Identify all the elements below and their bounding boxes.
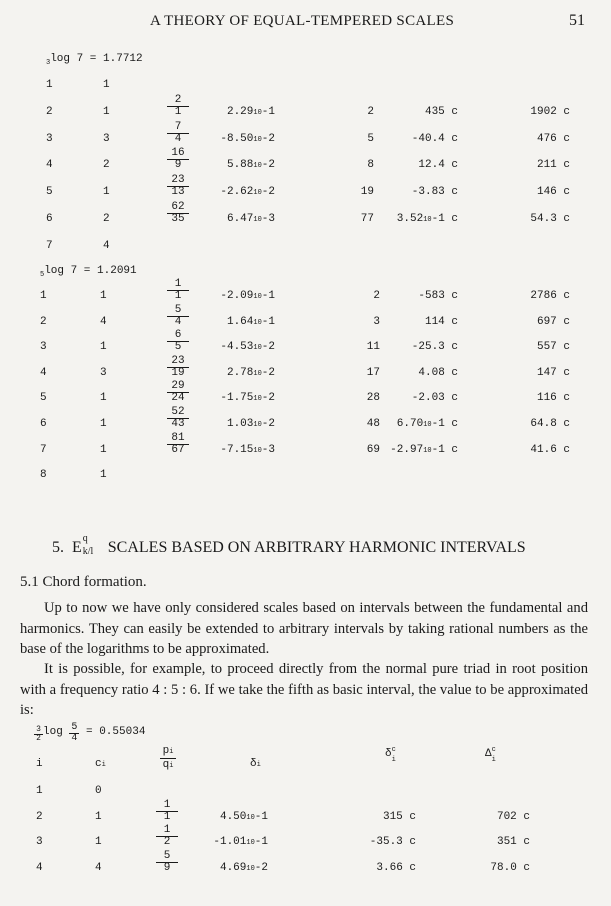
row-n: 5 [367,132,374,145]
row-n: 69 [366,443,380,456]
row-coefficient: 1 [103,105,110,118]
row-fraction: $\frac{1}{2}$ [156,825,178,848]
row-index: 6 [40,418,47,430]
row-n: 8 [367,159,374,172]
row-delta-cents: 12.4 c [418,159,458,172]
row-coefficient: 3 [100,366,107,379]
row-delta: 2.7810-2 [226,366,275,379]
row-index: 1 [36,785,43,797]
row-fraction: $\frac{23}{19}$ [167,356,189,379]
row-Delta-cents: 54.3 c [530,213,570,225]
row-delta: -2.0910-1 [220,290,275,302]
row-coefficient: 1 [100,392,107,405]
row-delta-cents: -2.03 c [411,392,458,405]
row-index: 1 [40,290,47,302]
row-index: 3 [46,132,53,145]
header-Delta-c: Δ c i [485,746,496,764]
row-delta-cents: 6.7010-1 c [396,418,458,430]
row-n: 11 [366,341,380,354]
row-coefficient: 1 [100,341,107,354]
header-delta: δi [250,758,261,770]
paragraph-1: Up to now we have only considered scales based on intervals between the fundamental and harmonics. They can easily be extended to arbitrary intervals by taking rational numbers as the base of the logarithms to be approximated. [20,600,588,657]
row-delta-cents: 3.5210-1 c [396,213,458,225]
row-Delta-cents: 2786 c [530,290,570,302]
row-index: 5 [40,392,47,405]
row-index: 2 [36,810,43,823]
row-Delta-cents: 1902 c [530,105,570,118]
row-delta: -8.5010-2 [220,132,275,145]
header-p-over-q: pi qi [160,745,176,772]
row-delta-cents: -3.83 c [411,186,458,199]
row-coefficient: 0 [95,785,102,797]
row-fraction: $\frac{6}{5}$ [167,330,189,353]
row-delta: -1.0110-1 [213,836,268,848]
row-n: 17 [366,366,380,379]
row-delta-cents: 435 c [424,105,458,118]
header-c: ci [95,758,106,770]
paragraph-2: It is possible, for example, to proceed directly from the normal pure triad in root position with a frequency ratio 4 : 5 : 6. If we take the fifth as basic interval, the value to be approximated is: [20,661,588,718]
row-Delta-cents: 211 c [536,159,570,172]
row-Delta-cents: 147 c [536,366,570,379]
row-fraction: $\frac{29}{24}$ [167,381,189,404]
row-index: 5 [46,186,53,199]
row-coefficient: 1 [103,79,110,91]
row-n: 77 [360,213,374,225]
row-delta: -7.1510-3 [220,443,275,456]
row-delta-cents: 315 c [382,810,416,823]
row-fraction: $\frac{5}{4}$ [167,305,189,328]
row-coefficient: 4 [103,239,110,252]
row-delta: 4.6910-2 [219,861,268,874]
row-delta-cents: 114 c [424,315,458,328]
row-coefficient: 1 [100,418,107,430]
row-coefficient: 2 [103,159,110,172]
row-Delta-cents: 557 c [536,341,570,354]
row-n: 19 [360,186,374,199]
row-index: 2 [46,105,53,118]
row-fraction: $\frac{23}{13}$ [167,175,189,198]
row-index: 8 [40,469,47,482]
section-number: 5. [52,539,64,556]
row-fraction: $\frac{16}{9}$ [167,148,189,171]
table1-formula: $_3$log 7 = 1.7712 [46,53,143,67]
header-delta-c: δ c i [385,746,396,764]
row-fraction: $\frac{7}{4}$ [167,122,189,145]
row-Delta-cents: 146 c [536,186,570,199]
row-delta-cents: 3.66 c [376,861,416,874]
row-Delta-cents: 702 c [496,810,530,823]
row-index: 3 [40,341,47,354]
header-i: i [36,758,43,770]
row-index: 4 [46,159,53,172]
row-fraction: $\frac{2}{1}$ [167,95,189,118]
row-coefficient: 4 [95,861,102,874]
row-delta: 4.5010-1 [219,810,268,823]
row-fraction: $\frac{1}{1}$ [167,279,189,302]
row-n: 28 [366,392,380,405]
section-symbol: E q k/l [72,533,94,557]
row-delta-cents: -25.3 c [411,341,458,354]
row-n: 2 [373,290,380,302]
row-index: 4 [36,861,43,874]
row-delta-cents: -2.9710-1 c [390,443,458,456]
table2-formula: $_5$log 7 = 1.2091 [40,265,137,279]
row-coefficient: 1 [100,443,107,456]
row-coefficient: 4 [100,315,107,328]
row-index: 1 [46,79,53,91]
row-Delta-cents: 41.6 c [530,443,570,456]
row-delta: 2.2910-1 [226,105,275,118]
table3-formula: $\frac{3}{2}$ log $\frac{5}{4}$ = 0.55034 [34,723,145,744]
row-Delta-cents: 476 c [536,132,570,145]
row-n: 3 [373,315,380,328]
row-coefficient: 3 [103,132,110,145]
row-fraction: $\frac{1}{1}$ [156,800,178,823]
row-delta: -2.6210-2 [220,186,275,199]
row-fraction: $\frac{62}{35}$ [167,202,189,225]
row-Delta-cents: 64.8 c [530,418,570,430]
row-coefficient: 1 [95,810,102,823]
subsection-heading: 5.1 Chord formation. [20,574,147,590]
row-delta: -4.5310-2 [220,341,275,354]
row-delta-cents: -583 c [418,290,458,302]
row-index: 7 [46,239,53,252]
row-index: 6 [46,213,53,225]
row-delta-cents: -40.4 c [411,132,458,145]
row-index: 3 [36,836,43,848]
row-coefficient: 1 [103,186,110,199]
row-delta: 5.8810-2 [226,159,275,172]
row-Delta-cents: 78.0 c [490,861,530,874]
row-delta: 1.6410-1 [226,315,275,328]
row-Delta-cents: 116 c [536,392,570,405]
row-coefficient: 1 [100,469,107,482]
row-coefficient: 1 [100,290,107,302]
section-title: SCALES BASED ON ARBITRARY HARMONIC INTERVALS [107,539,526,556]
row-coefficient: 2 [103,213,110,225]
row-delta: 6.4710-3 [226,213,275,225]
row-coefficient: 1 [95,836,102,848]
page-number: 51 [569,12,585,29]
row-fraction: $\frac{81}{67}$ [167,433,189,456]
row-delta-cents: 4.08 c [418,366,458,379]
row-delta: -1.7510-2 [220,392,275,405]
row-index: 2 [40,315,47,328]
row-fraction: $\frac{52}{43}$ [167,407,189,430]
row-Delta-cents: 697 c [536,315,570,328]
running-header: A THEORY OF EQUAL-TEMPERED SCALES [150,13,455,29]
row-index: 7 [40,443,47,456]
row-delta: 1.0310-2 [226,418,275,430]
row-fraction: $\frac{5}{9}$ [156,851,178,874]
row-delta-cents: -35.3 c [369,836,416,848]
row-n: 2 [367,105,374,118]
row-index: 4 [40,366,47,379]
row-Delta-cents: 351 c [496,836,530,848]
row-n: 48 [366,418,380,430]
section-heading [52,533,526,557]
